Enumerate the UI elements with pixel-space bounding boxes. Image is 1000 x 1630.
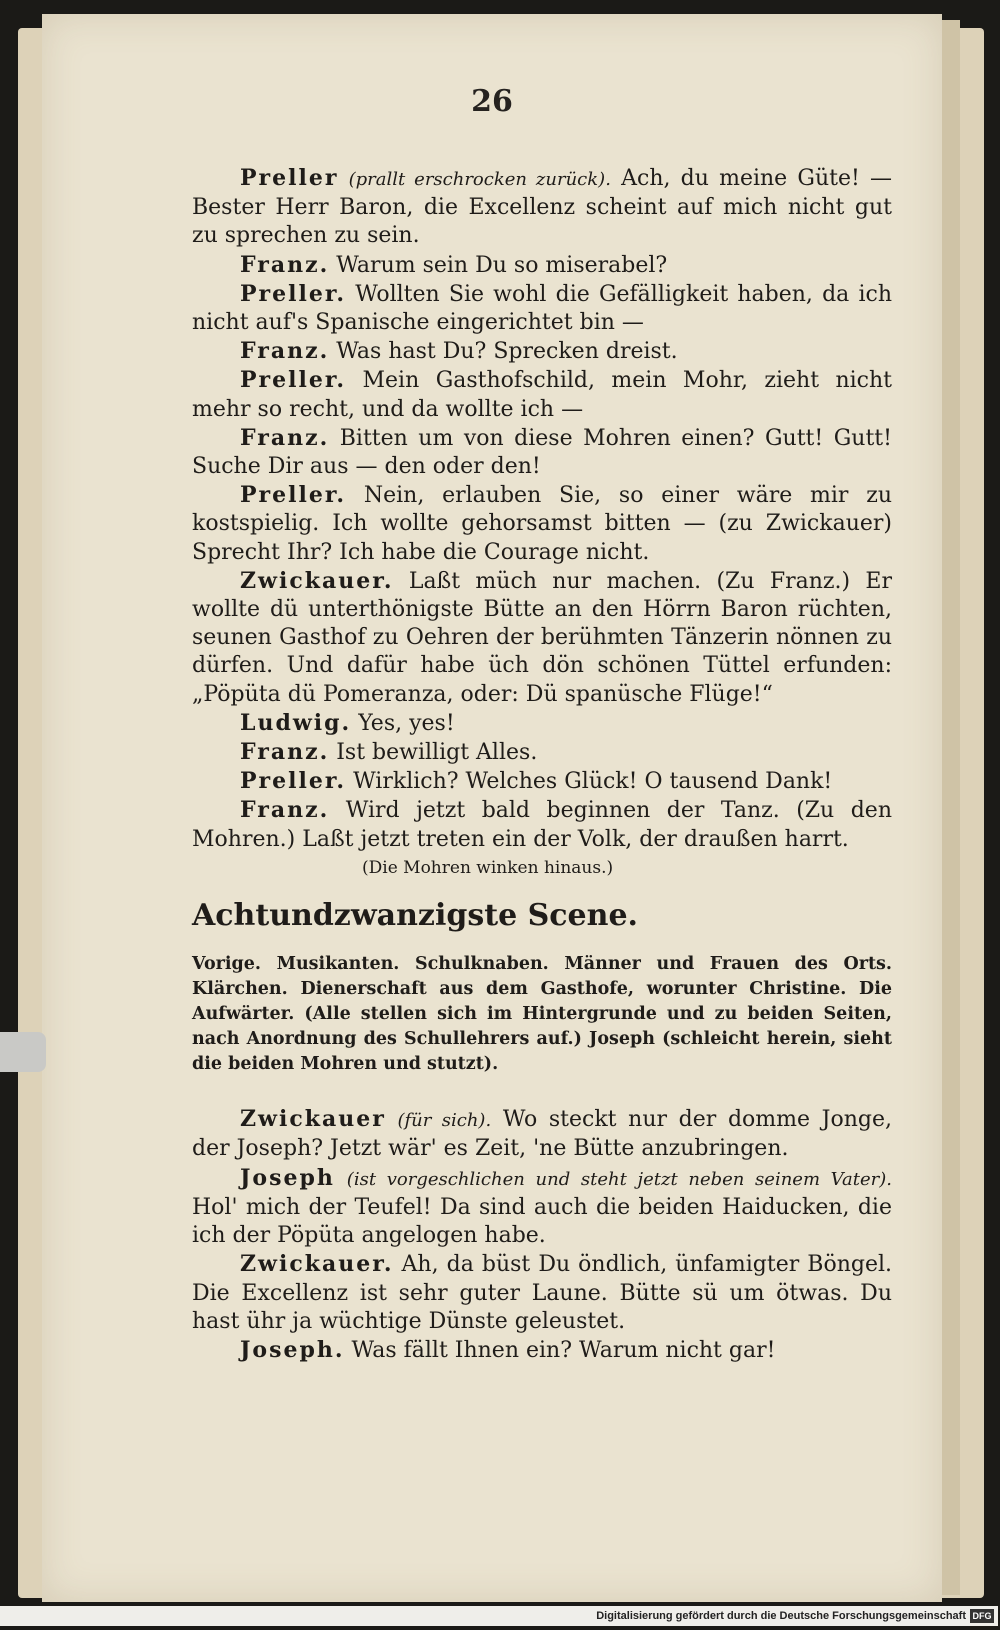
- dialogue-line: [192, 567, 892, 709]
- speaker-name: Preller.: [240, 280, 347, 307]
- speaker-name: Preller.: [240, 768, 347, 795]
- dialogue-line: [192, 481, 892, 567]
- dialogue-text: Ist bewilligt Alles.: [336, 740, 538, 766]
- dialogue-text: Wollten Sie wohl die Gefälligkeit haben, da ich nicht auf's Spanische eingerichtet bin —: [192, 281, 892, 336]
- speaker-name: Preller.: [240, 482, 347, 509]
- page-body: [192, 164, 892, 1365]
- speaker-name: Ludwig.: [240, 709, 352, 736]
- dialogue-text: Yes, yes!: [358, 710, 455, 736]
- dialogue-text: Hol' mich der Teufel! Da sind auch die beiden Haiducken, die ich der Pöpüta angelogen habe.: [192, 1194, 892, 1249]
- dialogue-line: [192, 366, 892, 423]
- dialogue-text: Ah, da büst Du öndlich, ünfamigter Böngel. Die Excellenz ist sehr guter Laune. Bütte sü um ötwas. Du hast ühr ja wüchtige Dünste geleustet.: [192, 1252, 892, 1334]
- speaker-name: Preller.: [240, 367, 347, 394]
- dialogue-text: Mein Gasthofschild, mein Mohr, zieht nicht mehr so recht, und da wollte ich —: [192, 368, 892, 422]
- speaker-name: Franz.: [240, 338, 330, 365]
- dialogue-line: [192, 1105, 892, 1163]
- footer-credit: Digitalisierung gefördert durch die Deutsche Forschungsgemeinschaft: [596, 1610, 966, 1622]
- dialogue-text: Nein, erlauben Sie, so einer wäre mir zu kostspielig. Ich wollte gehorsamst bitten — (zu Zwickauer) Sprecht Ihr? Ich habe die Courage nicht.: [192, 483, 892, 565]
- speaker-name: Zwickauer: [240, 1106, 386, 1133]
- stage-direction-line: (Die Mohren winken hinaus.): [362, 857, 614, 878]
- stage-direction: (für sich).: [397, 1110, 492, 1132]
- dialogue-text: Wo steckt nur der domme Jonge, der Joseph? Jetzt wär' es Zeit, 'ne Bütte anzubringen.: [192, 1107, 892, 1162]
- dialogue-text: Bitten um von diese Mohren einen? Gutt! Gutt! Suche Dir aus — den oder den!: [192, 425, 892, 480]
- dialogue-text: Ach, du meine Güte! — Bester Herr Baron, die Excellenz scheint auf mich nicht gut zu sprechen zu sein.: [192, 166, 892, 249]
- dialogue-line: [192, 424, 892, 481]
- footer-bar: [0, 1606, 998, 1626]
- dialogue-line: [192, 738, 892, 767]
- dialogue-line: [192, 767, 892, 796]
- speaker-name: Franz.: [240, 424, 330, 451]
- cast-list: Vorige. Musikanten. Schulknaben. Männer und Frauen des Orts. Klärchen. Dienerschaft aus dem Gasthofe, worunter Christine. Die Aufwärter. (Alle stellen sich im Hintergrunde und zu beiden Seiten, nach Anordnung des Schullehrers auf.) Joseph (schleicht herein, sieht die beiden Mohren und stutzt).: [192, 954, 892, 1075]
- book-page: [42, 14, 942, 1602]
- stage-direction: (prallt erschrocken zurück).: [348, 169, 611, 190]
- speaker-name: Zwickauer.: [240, 1251, 394, 1278]
- bookmark-tab: [0, 1032, 46, 1072]
- dialogue-text: Was fällt Ihnen ein? Warum nicht gar!: [351, 1337, 776, 1363]
- dialogue-line: [192, 1250, 892, 1336]
- speaker-name: Franz.: [240, 797, 330, 824]
- dialogue-text: Laßt müch nur machen. (Zu Franz.) Er wollte dü unterthönigste Bütte an den Hörrn Baron rüchten, seunen Gasthof zu Oehren der berühmten Tänzerin nönnen zu dürfen. Und dafür habe üch dön schönen Tüttel erfunden: „Pöpüta dü Pomeranza, oder: Dü spanüsche Flüge!“: [192, 568, 892, 707]
- dialogue-text: Was hast Du? Sprecken dreist.: [336, 339, 678, 365]
- dialogue-text: Wird jetzt bald beginnen der Tanz. (Zu den Mohren.) Laßt jetzt treten ein der Volk, der draußen harrt.: [192, 798, 892, 852]
- page-edge: [942, 20, 960, 1595]
- page-number: 26: [471, 84, 513, 119]
- speaker-name: Preller: [240, 165, 339, 191]
- dialogue-line: [192, 164, 892, 251]
- speaker-name: Franz.: [240, 251, 330, 278]
- dialogue-text: Warum sein Du so miserabel?: [336, 252, 668, 278]
- dialogue-line: [192, 796, 892, 853]
- speaker-name: Franz.: [240, 739, 330, 766]
- speaker-name: Joseph.: [240, 1336, 345, 1363]
- dialogue-line: [192, 280, 892, 337]
- dialogue-line: [192, 337, 892, 366]
- dialogue-text: Wirklich? Welches Glück! O tausend Dank!: [353, 769, 833, 795]
- dialogue-line: [192, 709, 892, 738]
- stage-direction: (ist vorgeschlichen und steht jetzt neben seinem Vater).: [346, 1168, 892, 1190]
- speaker-name: Joseph: [240, 1164, 335, 1191]
- dialogue-line: [192, 1164, 892, 1251]
- dialogue-line: [192, 1336, 892, 1365]
- dfg-logo: DFG: [970, 1609, 994, 1623]
- dialogue-line: [192, 251, 892, 280]
- speaker-name: Zwickauer.: [240, 567, 394, 594]
- scene-title: Achtundzwanzigste Scene.: [192, 898, 638, 934]
